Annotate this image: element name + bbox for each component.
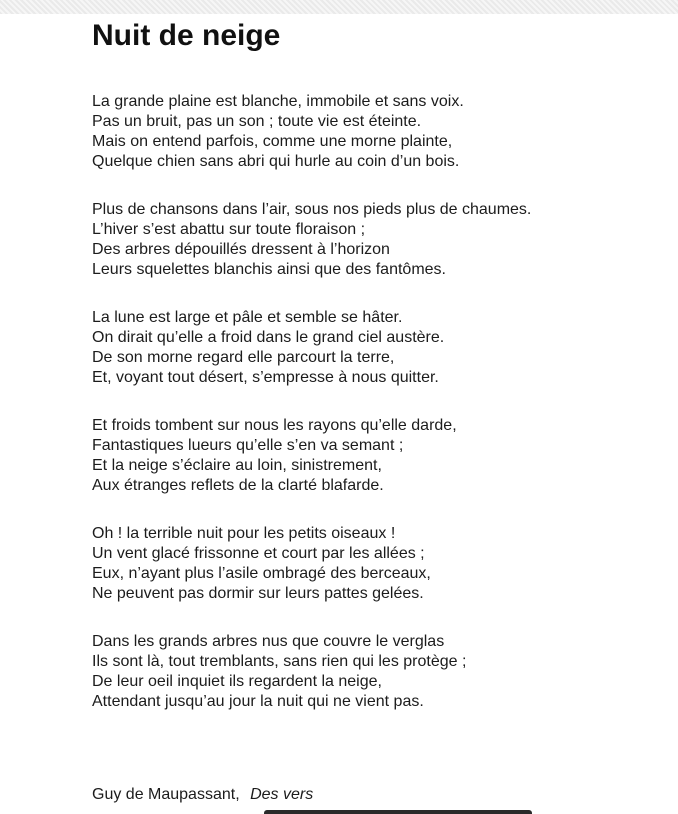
poem-body bbox=[92, 92, 652, 712]
signature bbox=[92, 784, 313, 806]
poem-document bbox=[92, 16, 652, 740]
poem-line: Quelque chien sans abri qui hurle au coin d’un bois. bbox=[92, 153, 460, 170]
signature-author: Guy de Maupassant, bbox=[92, 786, 240, 803]
scroll-indicator[interactable] bbox=[264, 810, 532, 814]
poem-line: Attendant jusqu’au jour la nuit qui ne vient pas. bbox=[92, 693, 424, 710]
poem-line: Dans les grands arbres nus que couvre le verglas bbox=[92, 633, 445, 650]
poem-line: Plus de chansons dans l’air, sous nos pieds plus de chaumes. bbox=[92, 201, 532, 218]
poem-line: Et la neige s’éclaire au loin, sinistrement, bbox=[92, 457, 382, 474]
poem-line: Un vent glacé frissonne et court par les allées ; bbox=[92, 545, 425, 562]
poem-line: Et froids tombent sur nous les rayons qu’elle darde, bbox=[92, 417, 457, 434]
poem-line: Des arbres dépouillés dressent à l’horizon bbox=[92, 241, 390, 258]
poem-line: L’hiver s’est abattu sur toute floraison ; bbox=[92, 221, 366, 238]
poem-line: De son morne regard elle parcourt la terre, bbox=[92, 349, 395, 366]
stanza-5 bbox=[92, 524, 652, 604]
poem-line: Mais on entend parfois, comme une morne plainte, bbox=[92, 133, 453, 150]
poem-line: De leur oeil inquiet ils regardent la neige, bbox=[92, 673, 382, 690]
stanza-3 bbox=[92, 308, 652, 388]
poem-title: Nuit de neige bbox=[92, 19, 281, 52]
stanza-6 bbox=[92, 632, 652, 712]
stanza-4 bbox=[92, 416, 652, 496]
poem-line: La grande plaine est blanche, immobile et sans voix. bbox=[92, 93, 464, 110]
stanza-2 bbox=[92, 200, 652, 280]
poem-line: Et, voyant tout désert, s’empresse à nous quitter. bbox=[92, 369, 439, 386]
signature-work: Des vers bbox=[250, 786, 314, 803]
poem-line: Ne peuvent pas dormir sur leurs pattes gelées. bbox=[92, 585, 424, 602]
poem-line: Eux, n’ayant plus l’asile ombragé des berceaux, bbox=[92, 565, 431, 582]
poem-line: Ils sont là, tout tremblants, sans rien qui les protège ; bbox=[92, 653, 467, 670]
poem-line: Pas un bruit, pas un son ; toute vie est éteinte. bbox=[92, 113, 422, 130]
poem-line: Fantastiques lueurs qu’elle s’en va semant ; bbox=[92, 437, 404, 454]
poem-line: Aux étranges reflets de la clarté blafarde. bbox=[92, 477, 384, 494]
poem-line: Leurs squelettes blanchis ainsi que des fantômes. bbox=[92, 261, 446, 278]
page-top-edge bbox=[0, 0, 678, 14]
poem-line: On dirait qu’elle a froid dans le grand ciel austère. bbox=[92, 329, 445, 346]
stanza-1 bbox=[92, 92, 652, 172]
poem-line: La lune est large et pâle et semble se hâter. bbox=[92, 309, 403, 326]
poem-line: Oh ! la terrible nuit pour les petits oiseaux ! bbox=[92, 525, 396, 542]
